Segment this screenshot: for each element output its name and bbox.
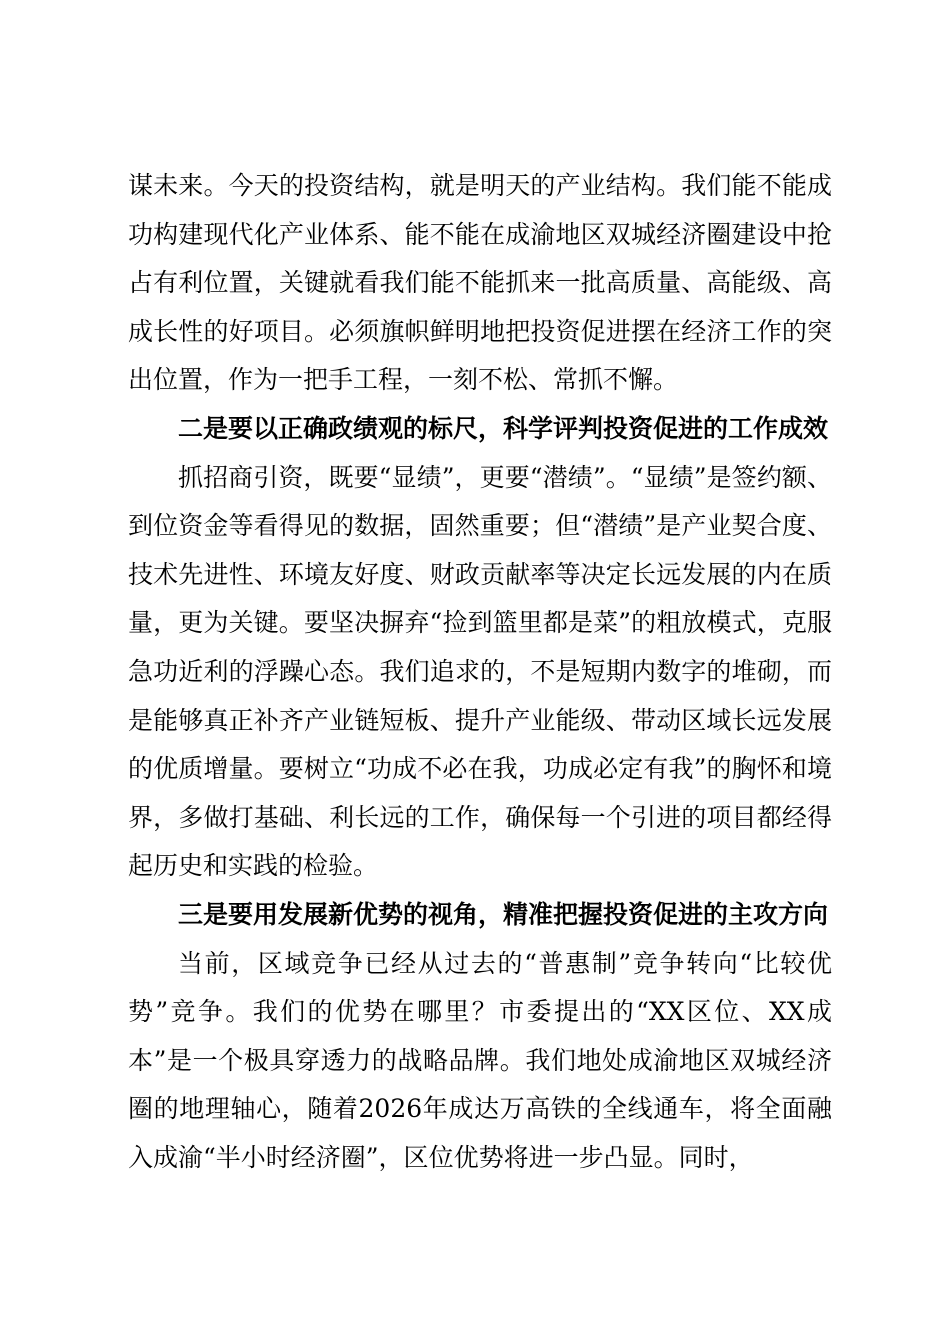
body-paragraph-1: 谋未来。今天的投资结构，就是明天的产业结构。我们能不能成功构建现代化产业体系、能不能在成渝地区双城经济圈建设中抢占有利位置，关键就看我们能不能抓来一批高质量、高能级、高成长性的好项目。必须旗帜鲜明地把投资促进摆在经济工作的突出位置，作为一把手工程，一刻不松、常抓不懈。 xyxy=(128,171,832,395)
section-heading-3: 三是要用发展新优势的视角，精准把握投资促进的主攻方向 xyxy=(178,899,829,929)
section-heading-2: 二是要以正确政绩观的标尺，科学评判投资促进的工作成效 xyxy=(178,413,829,443)
body-paragraph-3: 当前，区域竞争已经从过去的“普惠制”竞争转向“比较优势”竞争。我们的优势在哪里？市委提出的“XX区位、XX成本”是一个极具穿透力的战略品牌。我们地处成渝地区双城经济圈的地理轴心，随着2026年成达万高铁的全线通车，将全面融入成渝“半小时经济圈”，区位优势将进一步凸显。同时， xyxy=(128,948,832,1172)
body-paragraph-2: 抓招商引资，既要“显绩”，更要“潜绩”。“显绩”是签约额、到位资金等看得见的数据，固然重要；但“潜绩”是产业契合度、技术先进性、环境友好度、财政贡献率等决定长远发展的内在质量，更为关键。要坚决摒弃“捡到篮里都是菜”的粗放模式，克服急功近利的浮躁心态。我们追求的，不是短期内数字的堆砌，而是能够真正补齐产业链短板、提升产业能级、带动区域长远发展的优质增量。要树立“功成不必在我，功成必定有我”的胸怀和境界，多做打基础、利长远的工作，确保每一个引进的项目都经得起历史和实践的检验。 xyxy=(128,462,832,881)
document-body xyxy=(128,162,832,1182)
